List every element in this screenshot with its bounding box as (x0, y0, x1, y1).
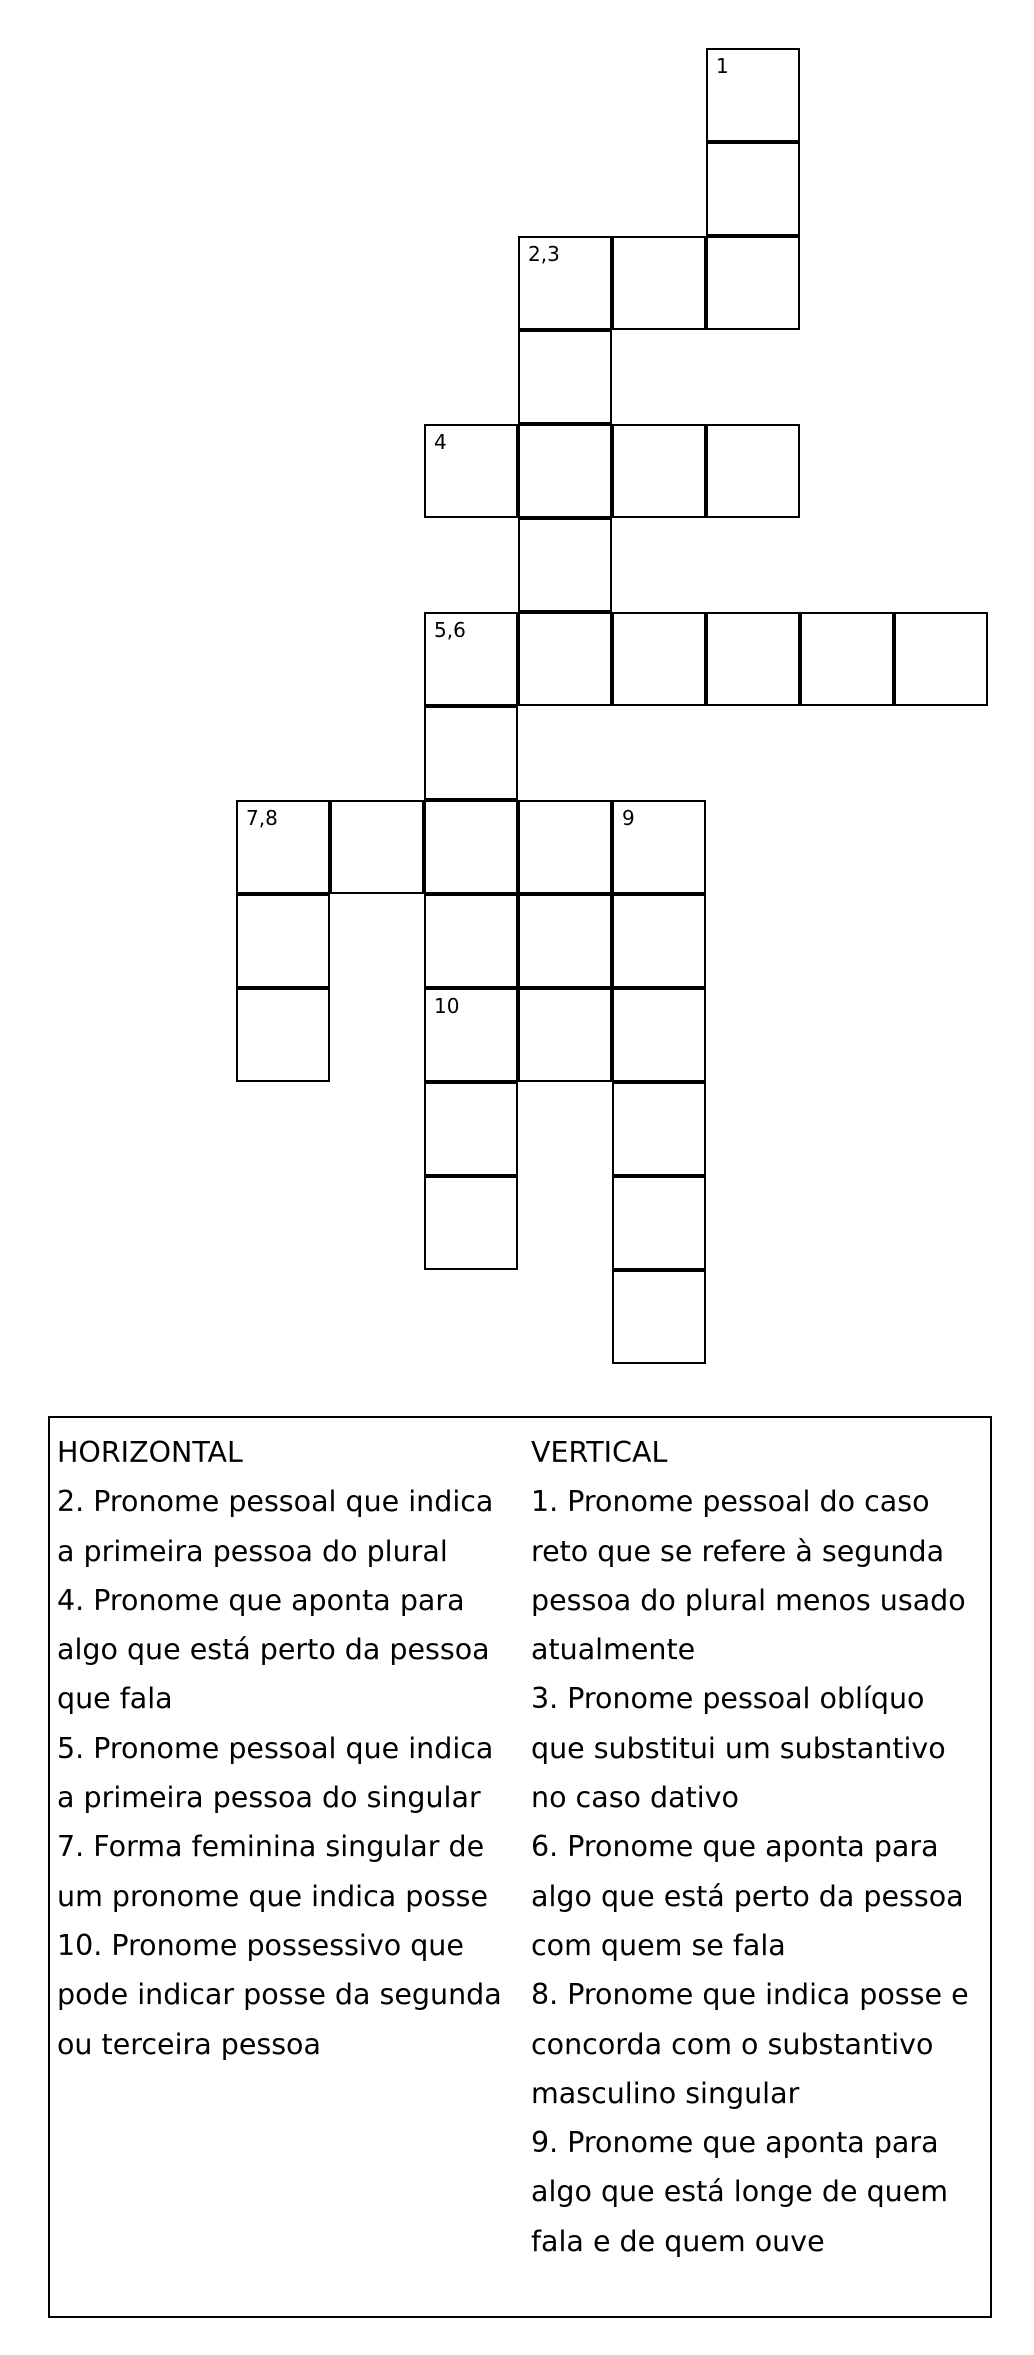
grid-cell[interactable] (612, 1082, 706, 1176)
grid-cell[interactable] (612, 1176, 706, 1270)
horizontal-clues (57, 1428, 517, 2069)
grid-cell[interactable] (330, 800, 424, 894)
clue-number: 10 (434, 994, 460, 1018)
grid-cell-10[interactable] (424, 988, 518, 1082)
clue-number: 5,6 (434, 618, 466, 642)
grid-cell[interactable] (706, 142, 800, 236)
clue-number: 2,3 (528, 242, 560, 266)
grid-cell[interactable] (706, 236, 800, 330)
grid-cell[interactable] (424, 1082, 518, 1176)
clue-horizontal-4: 4. Pronome que aponta para algo que está perto da pessoa que fala (57, 1583, 490, 1716)
grid-cell[interactable] (612, 612, 706, 706)
grid-cell-5-6[interactable] (424, 612, 518, 706)
clue-vertical-8: 8. Pronome que indica posse e concorda com o substantivo masculino singular (531, 1978, 969, 2110)
grid-cell[interactable] (894, 612, 988, 706)
clue-vertical-9: 9. Pronome que aponta para algo que está longe de quem fala e de quem ouve (531, 2126, 949, 2258)
grid-cell[interactable] (706, 424, 800, 518)
grid-cell[interactable] (612, 236, 706, 330)
grid-cell[interactable] (518, 988, 612, 1082)
grid-cell[interactable] (612, 894, 706, 988)
clue-vertical-6: 6. Pronome que aponta para algo que está perto da pessoa com quem se fala (531, 1830, 964, 1962)
vertical-clues (531, 1428, 986, 2266)
grid-cell-2-3[interactable] (518, 236, 612, 330)
grid-cell[interactable] (800, 612, 894, 706)
grid-cell[interactable] (518, 800, 612, 894)
grid-cell-1[interactable] (706, 48, 800, 142)
clue-horizontal-2: 2. Pronome pessoal que indica a primeira pessoa do plural (57, 1485, 494, 1568)
grid-cell-4[interactable] (424, 424, 518, 518)
grid-cell[interactable] (612, 988, 706, 1082)
grid-cell[interactable] (236, 894, 330, 988)
horizontal-title: HORIZONTAL (57, 1436, 243, 1469)
grid-cell[interactable] (518, 612, 612, 706)
grid-cell-9[interactable] (612, 800, 706, 894)
grid-cell[interactable] (424, 706, 518, 800)
clue-horizontal-7: 7. Forma feminina singular de um pronome que indica posse (57, 1830, 489, 1913)
grid-cell[interactable] (518, 518, 612, 612)
clue-number: 4 (434, 430, 447, 454)
clue-vertical-1: 1. Pronome pessoal do caso reto que se refere à segunda pessoa do plural menos usado atualmente (531, 1485, 966, 1667)
clues-box (48, 1416, 992, 2318)
clue-number: 7,8 (246, 806, 278, 830)
grid-cell[interactable] (518, 894, 612, 988)
grid-cell[interactable] (236, 988, 330, 1082)
clue-number: 9 (622, 806, 635, 830)
clue-number: 1 (716, 54, 729, 78)
grid-cell[interactable] (424, 894, 518, 988)
grid-cell-7-8[interactable] (236, 800, 330, 894)
grid-cell[interactable] (612, 1270, 706, 1364)
clue-horizontal-10: 10. Pronome possessivo que pode indicar posse da segunda ou terceira pessoa (57, 1928, 502, 2061)
clue-vertical-3: 3. Pronome pessoal oblíquo que substitui um substantivo no caso dativo (531, 1682, 946, 1815)
grid-cell[interactable] (612, 424, 706, 518)
grid-cell[interactable] (424, 800, 518, 894)
grid-cell[interactable] (518, 424, 612, 518)
vertical-title: VERTICAL (531, 1436, 668, 1469)
grid-cell[interactable] (518, 330, 612, 424)
grid-cell[interactable] (424, 1176, 518, 1270)
clue-horizontal-5: 5. Pronome pessoal que indica a primeira pessoa do singular (57, 1731, 494, 1815)
grid-cell[interactable] (706, 612, 800, 706)
